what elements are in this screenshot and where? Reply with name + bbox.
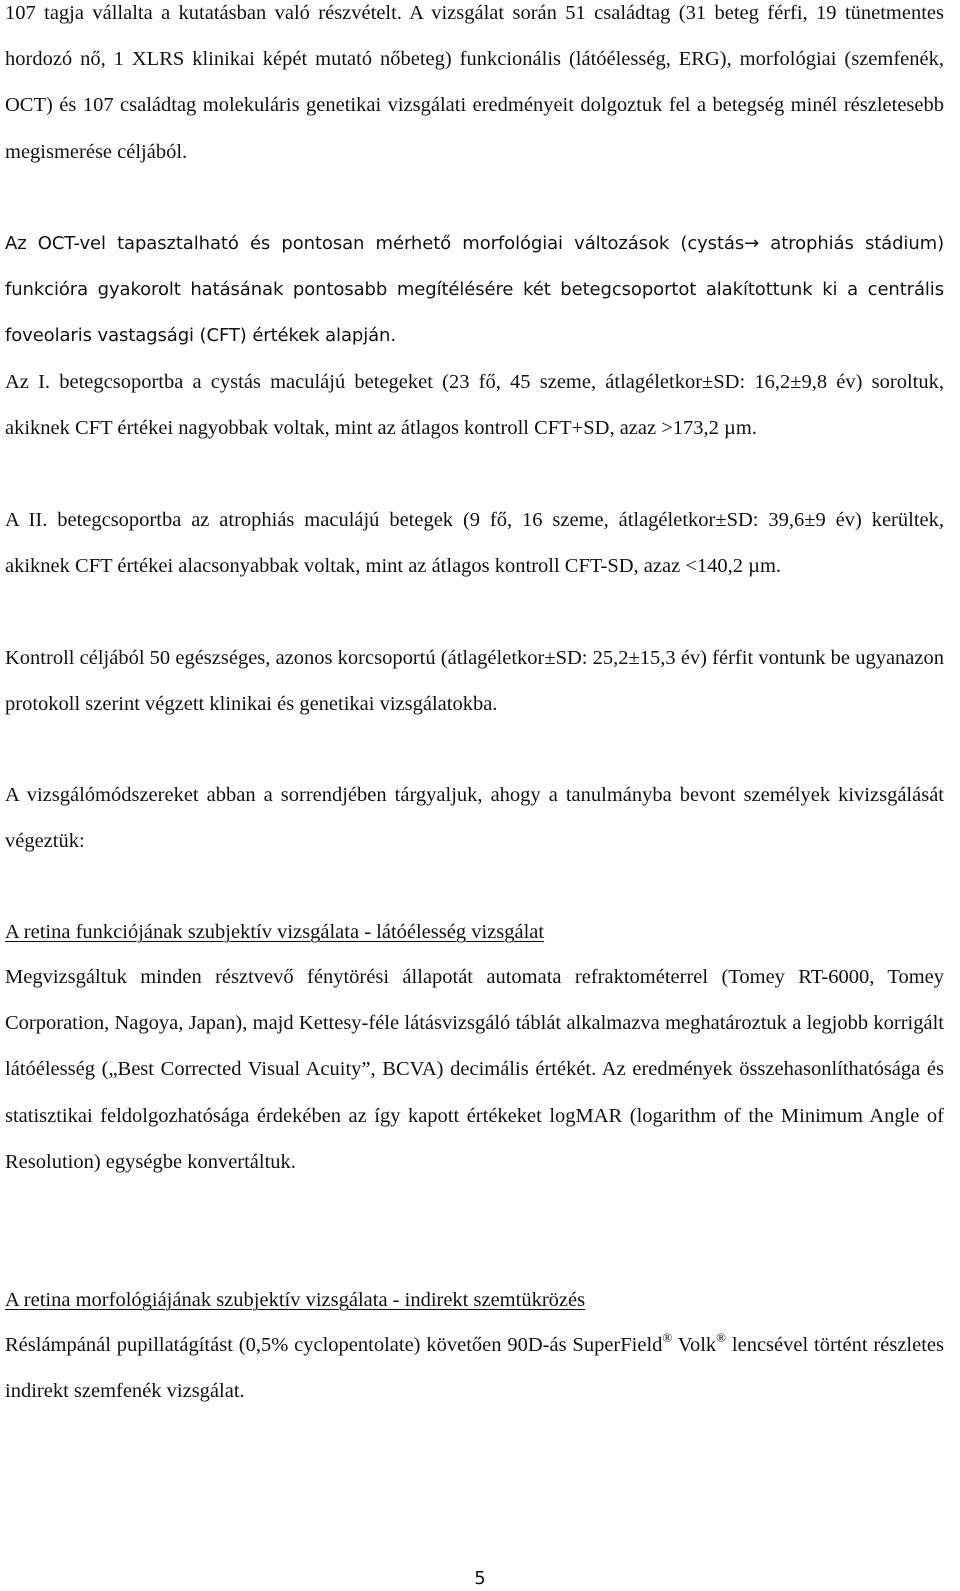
section-heading-visual-acuity: A retina funkciójának szubjektív vizsgálata - látóélesség vizsgálat: [5, 921, 545, 943]
registered-mark: ®: [716, 1330, 727, 1345]
paragraph-visual-acuity: Megvizsgáltuk minden résztvevő fénytörési állapotát automata refraktométerrel (Tomey RT-6000, Tomey Corporation, Nagoya, Japan), majd Kettesy-féle látásvizsgáló táblát alkalmazva meghatároztuk a legjobb korrigált látóélesség („Best Corrected Visual Acuity”, BCVA) decimális értékét. Az eredmények összehasonlíthatósága és statisztikai feldolgozhatósága érdekében az így kapott értékeket logMAR (logarithm of the Minimum Angle of Resolution) egységbe konvertáltuk.: [5, 966, 944, 1173]
ophthalmoscopy-text-part-2: Volk: [672, 1334, 717, 1356]
paragraph-control-group: Kontroll céljából 50 egészséges, azonos korcsoportú (átlagéletkor±SD: 25,2±15,3 év) férfit vontunk be ugyanazon protokoll szerint végzett klinikai és genetikai vizsgálatokba.: [5, 647, 944, 716]
paragraph-ophthalmoscopy: [5, 1322, 944, 1414]
paragraph-study-participants: 107 tagja vállalta a kutatásban való részvételt. A vizsgálat során 51 családtag (31 beteg férfi, 19 tünetmentes hordozó nő, 1 XLRS klinikai képét mutató nőbeteg) funkcionális (látóélesség, ERG), morfológiai (szemfenék, OCT) és 107 családtag molekuláris genetikai vizsgálati eredményeit dolgoztuk fel a betegség minél részletesebb megismerése céljából.: [5, 2, 944, 163]
registered-mark: ®: [662, 1330, 673, 1345]
page-number: 5: [474, 1568, 486, 1589]
paragraph-group-two: A II. betegcsoportba az atrophiás maculájú betegek (9 fő, 16 szeme, átlagéletkor±SD: 39,6±9 év) kerültek, akiknek CFT értékei alacsonyabbak voltak, mint az átlagos kontroll CFT-SD, azaz <140,2 µm.: [5, 509, 944, 578]
paragraph-patient-groups: Az OCT-vel tapasztalható és pontosan mérhető morfológiai változások (cystás→ atrophiás stádium) funkcióra gyakorolt hatásának pontosabb megítélésére két betegcsoportot alakítottunk ki a centrális foveolaris vastagsági (CFT) értékek alapján.: [5, 233, 944, 347]
section-heading-ophthalmoscopy: A retina morfológiájának szubjektív vizsgálata - indirekt szemtükrözés: [5, 1289, 586, 1311]
ophthalmoscopy-text-part-3: lencsével történt részletes indirekt szemfenék vizsgálat.: [5, 1334, 944, 1403]
paragraph-methods-intro: A vizsgálómódszereket abban a sorrendjében tárgyaljuk, ahogy a tanulmányba bevont személyek kivizsgálását végeztük:: [5, 784, 944, 853]
ophthalmoscopy-text-part-1: Réslámpánál pupillatágítást (0,5% cyclopentolate) követően 90D-ás SuperField: [5, 1334, 663, 1356]
paragraph-group-one: Az I. betegcsoportba a cystás maculájú betegeket (23 fő, 45 szeme, átlagéletkor±SD: 16,2±9,8 év) soroltuk, akiknek CFT értékei nagyobbak voltak, mint az átlagos kontroll CFT+SD, azaz >173,2 µm.: [5, 371, 944, 440]
